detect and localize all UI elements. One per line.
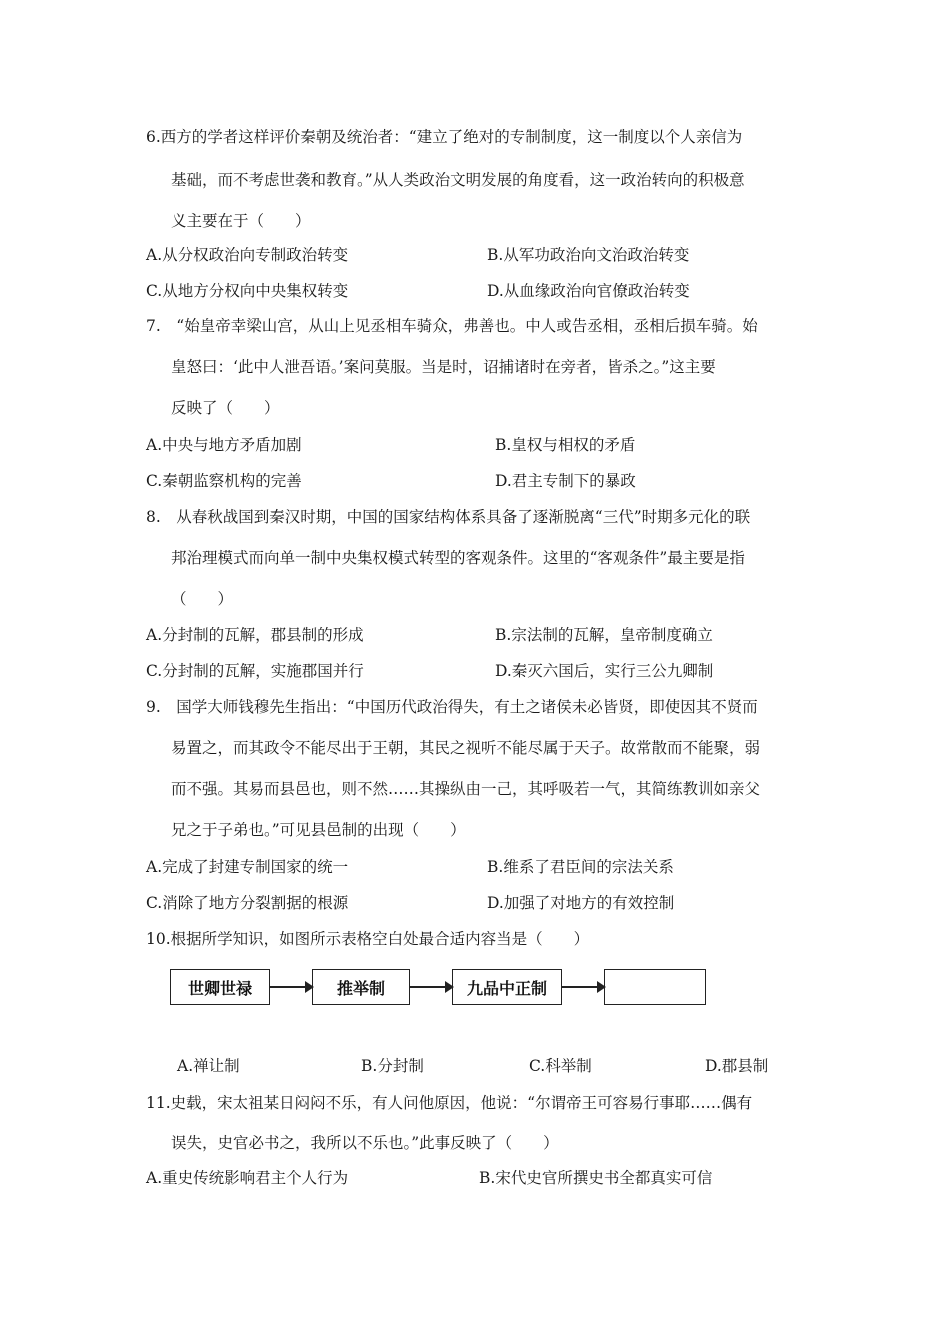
question-6-option-c: C.从地方分权向中央集权转变: [146, 282, 349, 300]
question-8-option-d: D.秦灭六国后，实行三公九卿制: [495, 662, 714, 680]
question-9-option-d: D.加强了对地方的有效控制: [487, 894, 675, 912]
question-10-option-c: C.科举制: [529, 1057, 592, 1075]
question-8-line-2: 邦治理模式而向单一制中央集权模式转型的客观条件。这里的“客观条件”最主要是指: [171, 549, 745, 567]
question-6-option-a: A.从分权政治向专制政治转变: [146, 246, 349, 264]
question-9-option-c: C.消除了地方分裂割据的根源: [146, 894, 349, 912]
question-8-option-c: C.分封制的瓦解，实施郡国并行: [146, 662, 364, 680]
arrow-right-icon: [270, 986, 312, 988]
question-6-line-2: 基础，而不考虑世袭和教育。”从人类政治文明发展的角度看，这一政治转向的积极意: [171, 171, 745, 189]
question-11-option-a: A.重史传统影响君主个人行为: [146, 1169, 349, 1187]
question-7-option-b: B.皇权与相权的矛盾: [495, 436, 636, 454]
diagram-box-blank: [604, 969, 706, 1005]
question-9-line-3: 而不强。其易而县邑也，则不然……其操纵由一己，其呼吸若一气，其简练教训如亲父: [171, 780, 761, 798]
question-6-option-d: D.从血缘政治向官僚政治转变: [487, 282, 690, 300]
question-9-line-2: 易置之，而其政令不能尽出于王朝，其民之视听不能尽属于天子。故常散而不能聚，弱: [171, 739, 761, 757]
question-7-line-1: 7. “始皇帝幸梁山宫，从山上见丞相车骑众，弗善也。中人或告丞相，丞相后损车骑。始: [146, 317, 758, 335]
question-11-option-b: B.宋代史官所撰史书全都真实可信: [479, 1169, 713, 1187]
question-11-line-2: 误失，史官必书之，我所以不乐也。”此事反映了（ ）: [171, 1134, 559, 1152]
question-7-option-a: A.中央与地方矛盾加剧: [146, 436, 302, 454]
question-10-option-d: D.郡县制: [705, 1057, 769, 1075]
diagram-box-1: 世卿世禄: [170, 969, 270, 1005]
question-7-line-3: 反映了（ ）: [171, 399, 280, 417]
question-7-option-d: D.君主专制下的暴政: [495, 472, 636, 490]
question-6-line-3: 义主要在于（ ）: [171, 212, 311, 230]
question-8-option-a: A.分封制的瓦解，郡县制的形成: [146, 626, 364, 644]
question-9-line-4: 兄之于子弟也。”可见县邑制的出现（ ）: [171, 821, 466, 839]
diagram-box-2: 推举制: [312, 969, 410, 1005]
arrow-right-icon: [410, 986, 452, 988]
question-9-option-b: B.维系了君臣间的宗法关系: [487, 858, 674, 876]
question-10-option-a: A.禅让制: [177, 1057, 240, 1075]
question-7-option-c: C.秦朝监察机构的完善: [146, 472, 302, 490]
diagram-box-3: 九品中正制: [452, 969, 562, 1005]
question-8-line-3: （ ）: [171, 590, 234, 608]
question-10-line-1: 10.根据所学知识，如图所示表格空白处最合适内容当是（ ）: [146, 930, 590, 948]
arrow-right-icon: [562, 986, 604, 988]
question-8-option-b: B.宗法制的瓦解，皇帝制度确立: [495, 626, 713, 644]
question-8-line-1: 8. 从春秋战国到秦汉时期，中国的国家结构体系具备了逐渐脱离“三代”时期多元化的联: [146, 508, 751, 526]
question-6-line-1: 6.西方的学者这样评价秦朝及统治者：“建立了绝对的专制制度，这一制度以个人亲信为: [146, 128, 743, 146]
question-7-line-2: 皇怒曰：‘此中人泄吾语。’案问莫服。当是时，诏捕诸时在旁者，皆杀之。”这主要: [171, 358, 716, 376]
question-9-option-a: A.完成了封建专制国家的统一: [146, 858, 349, 876]
question-6-option-b: B.从军功政治向文治政治转变: [487, 246, 690, 264]
question-9-line-1: 9. 国学大师钱穆先生指出：“中国历代政治得失，有土之诸侯未必皆贤，即使因其不贤而: [146, 698, 758, 716]
question-10-option-b: B.分封制: [361, 1057, 424, 1075]
question-11-line-1: 11.史载，宋太祖某日闷闷不乐，有人问他原因，他说：“尔谓帝王可容易行事耶……偶有: [146, 1094, 753, 1112]
